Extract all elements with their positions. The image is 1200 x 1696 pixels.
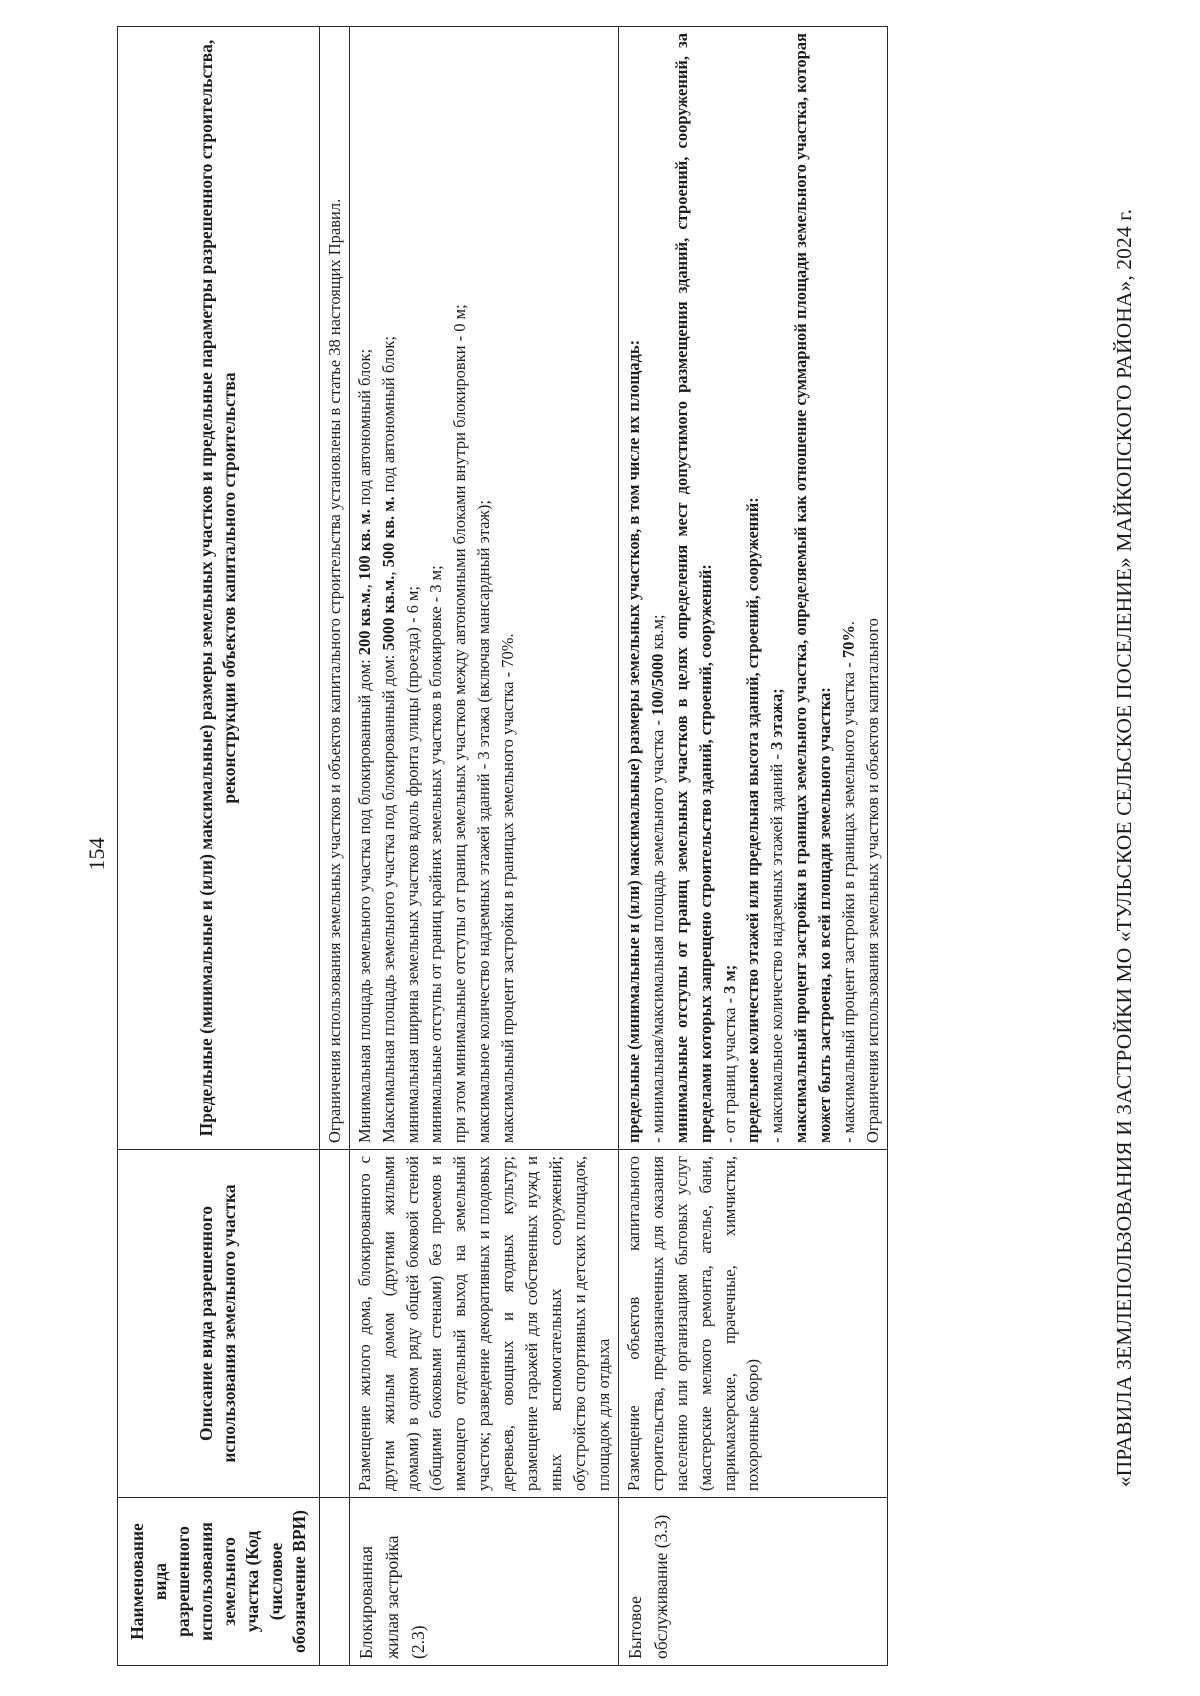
- param-text: Максимальная площадь земельного участка под блокированный дом:: [378, 650, 398, 1143]
- table-row: [618, 27, 887, 1666]
- param-text: под автономный блок;: [378, 336, 398, 497]
- use-type-name: Бытовое обслуживание (3.3): [618, 1498, 887, 1666]
- param-text: под автономный блок;: [354, 348, 374, 510]
- param-heading-text: минимальные отступы от границ земельных участков в целях определения мест допустимого размещения зданий, строений, сооружений, за пределами которых запрещено строительство зданий, строений, сооружений:: [671, 33, 715, 1143]
- param-line: [837, 33, 861, 1143]
- parameters-cell: [349, 27, 618, 1150]
- param-value: 3 этажа;: [767, 688, 787, 750]
- table-row: [319, 27, 349, 1666]
- param-line: [353, 33, 377, 1143]
- param-value: 5000 кв.м.: [378, 575, 398, 651]
- param-value: 100/5000: [647, 653, 667, 716]
- table-row: [349, 27, 618, 1666]
- param-text: ,: [378, 567, 398, 576]
- param-line: Ограничения использования земельных участков и объектов капитального: [863, 618, 883, 1143]
- param-value: 200 кв.м.: [354, 588, 374, 656]
- header-name: Наименование вида разрешенного использования земельного участка (Код (числовое обозначение ВРИ): [118, 1498, 320, 1666]
- param-heading: [622, 33, 646, 1143]
- param-heading-text: предельные (минимальные и (или) максимальные) размеры земельных участков, в том числе их площадь:: [623, 339, 643, 1143]
- page-number: 154: [84, 837, 109, 871]
- parameters-cell: [618, 27, 887, 1150]
- table-header-row: [118, 27, 320, 1666]
- param-text: кв.м;: [647, 614, 667, 654]
- param-text: - минимальная/максимальная площадь земельного участка -: [647, 715, 667, 1143]
- use-type-description: Размещение объектов капитального строительства, предназначенных для оказания населению или организациям бытовых услуг (мастерские мелкого ремонта, ателье, бани, парикмахерские, прачечные, химчистки, похоронные бюро): [618, 1150, 887, 1498]
- param-text: - от границ участка -: [719, 993, 739, 1143]
- use-type-description: Размещение жилого дома, блокированного с другим жилым домом (другими жилыми домами) в одном ряду общей боковой стеной (общими боковыми стенами) без проемов и имеющего отдельный выход на земельный участок; разведение декоративных и плодовых деревьев, овощных и ягодных культур; размещение гаражей для собственных нужд и иных вспомогательных сооружений; обустройство спортивных и детских площадок, площадок для отдыха: [349, 1150, 618, 1498]
- param-text: ,: [354, 580, 374, 589]
- param-value: 70%: [839, 625, 859, 659]
- restrictions-cell: Ограничения использования земельных участков и объектов капитального строительства установлены в статье 38 настоящих Правил.: [319, 27, 349, 1150]
- header-description: Описание вида разрешенного использования земельного участка: [118, 1150, 320, 1498]
- document-footer: «ПРАВИЛА ЗЕМЛЕПОЛЬЗОВАНИЯ И ЗАСТРОЙКИ МО «ТУЛЬСКОЕ СЕЛЬСКОЕ ПОСЕЛЕНИЕ» МАЙКОПСКОГО РАЙОНА», 2024 г.: [1112, 208, 1136, 1488]
- empty-cell: [319, 1150, 349, 1498]
- param-text: .: [839, 621, 859, 626]
- param-text: Минимальная площадь земельного участка под блокированный дом:: [354, 655, 374, 1143]
- param-heading: [670, 33, 718, 1143]
- param-line: [718, 33, 742, 1143]
- param-line: [377, 33, 401, 1143]
- param-value: 500 кв. м.: [378, 496, 398, 568]
- param-heading-text: максимальный процент застройки в границах земельного участка, определяемый как отношение суммарной площади земельного участка, которая может быть застроена, ко всей площади земельного участка:: [791, 33, 835, 1143]
- param-line: [646, 33, 670, 1143]
- use-type-name: Блокированная жилая застройка (2.3): [349, 1498, 618, 1666]
- zoning-rules-table: [117, 26, 888, 1666]
- param-heading: [741, 33, 765, 1143]
- param-text: - максимальный процент застройки в границах земельного участка -: [839, 658, 859, 1143]
- param-line: при этом минимальные отступы от границ земельных участков между автономными блоками внутри блокировки - 0 м;: [450, 304, 470, 1143]
- param-line: минимальная ширина земельных участков вдоль фронта улицы (проезда) - 6 м;: [402, 586, 422, 1143]
- param-value: 100 кв. м.: [354, 509, 374, 581]
- param-heading: [789, 33, 837, 1143]
- param-value: 3 м;: [719, 964, 739, 994]
- param-line: минимальные отступы от границ крайних земельных участков в блокировке - 3 м;: [426, 565, 446, 1143]
- param-line: [765, 33, 789, 1143]
- param-line: максимальное количество надземных этажей зданий - 3 этажа (включая мансардный этаж);: [474, 500, 494, 1143]
- param-text: - максимальное количество надземных этажей зданий -: [767, 750, 787, 1143]
- param-line: максимальный процент застройки в границах земельного участка - 70%.: [498, 633, 518, 1143]
- param-heading-text: предельное количество этажей или предельная высота зданий, строений, сооружений:: [743, 497, 763, 1143]
- header-parameters: Предельные (минимальные и (или) максимальные) размеры земельных участков и предельные параметры разрешенного строительства, реконструкции объектов капитального строительства: [118, 27, 320, 1150]
- empty-cell: [319, 1498, 349, 1666]
